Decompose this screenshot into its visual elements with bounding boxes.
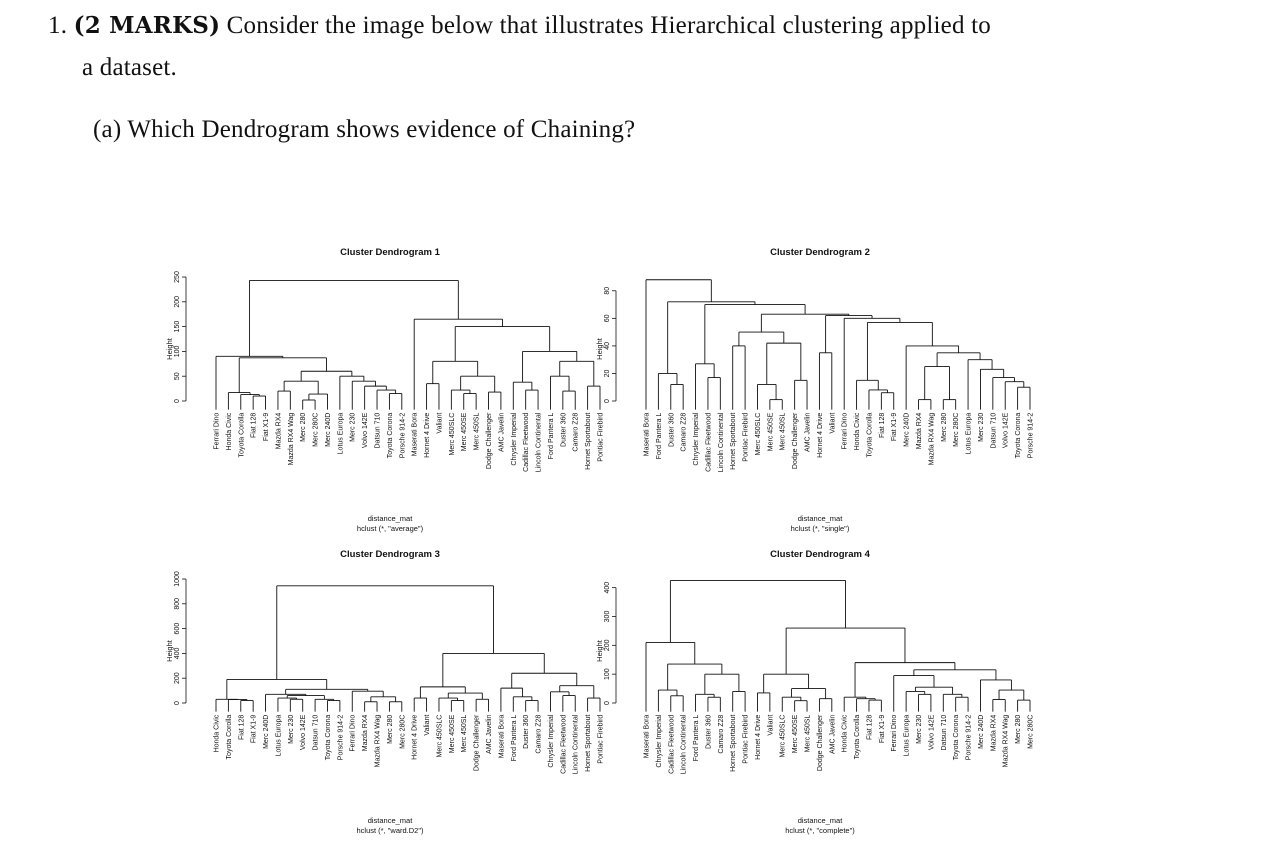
leaf-label: Hornet Sportabout: [585, 412, 593, 470]
y-tick-label: 0: [604, 399, 611, 403]
leaf-label: Mazda RX4: [275, 412, 283, 450]
leaf-label: Cadillac Fleetwood: [705, 412, 713, 472]
leaf-label: Mazda RX4: [916, 412, 924, 450]
leaf-label: Toyota Corolla: [238, 412, 246, 458]
leaf-label: Cadillac Fleetwood: [523, 412, 531, 472]
x-axis-label: distance_mat: [367, 816, 413, 825]
leaf-label: Hornet Sportabout: [730, 412, 738, 470]
chart-title: Cluster Dendrogram 3: [340, 549, 440, 560]
leaf-label: Fiat 128: [878, 412, 886, 438]
leaf-label: Volvo 142E: [300, 714, 308, 751]
leaf-label: Honda Civic: [225, 412, 233, 451]
leaf-label: Ferrari Dino: [841, 412, 849, 450]
leaf-label: Lotus Europa: [337, 412, 345, 455]
leaf-label: Merc 230: [916, 714, 924, 744]
leaf-label: Merc 450SLC: [779, 714, 787, 758]
leaf-label: Toyota Corolla: [854, 714, 862, 760]
dendrogram-panel-4: [590, 546, 1050, 846]
leaf-label: Hornet 4 Drive: [411, 714, 419, 760]
leaf-label: Merc 450SE: [448, 714, 456, 754]
y-tick-label: 300: [604, 610, 611, 623]
leaf-label: Hornet 4 Drive: [816, 412, 824, 458]
leaf-label: Valiant: [829, 412, 837, 434]
leaf-label: Toyota Corona: [953, 714, 961, 761]
leaf-label: Merc 450SL: [473, 412, 481, 451]
leaf-label: Merc 450SL: [461, 714, 469, 753]
leaf-label: Camaro Z28: [717, 714, 725, 754]
y-tick-label: 0: [604, 701, 611, 705]
leaf-label: Merc 280: [940, 412, 948, 442]
leaf-label: Porsche 914-2: [1027, 412, 1035, 459]
y-tick-label: 60: [604, 314, 611, 323]
y-tick-label: 200: [174, 295, 181, 308]
leaf-label: Toyota Corona: [1015, 412, 1023, 459]
y-axis-label: Height: [595, 338, 604, 360]
leaf-label: Camaro Z28: [680, 412, 688, 452]
question-line-2: a dataset.: [82, 54, 178, 81]
leaf-label: AMC Javelin: [498, 412, 506, 452]
y-tick-label: 1000: [174, 571, 181, 587]
leaf-label: Porsche 914-2: [399, 412, 407, 459]
leaf-label: Merc 450SL: [804, 714, 812, 753]
leaf-label: Duster 360: [560, 412, 568, 447]
part-text: Which Dendrogram shows evidence of Chaining?: [127, 116, 636, 143]
leaf-label: Dodge Challenger: [792, 412, 800, 470]
leaf-label: Fiat 128: [250, 412, 258, 438]
leaf-label: Merc 450SLC: [754, 412, 762, 456]
leaf-label: Valiant: [436, 412, 444, 434]
chart-subtitle: hclust (*, "ward.D2"): [356, 826, 424, 835]
leaf-label: Chrysler Imperial: [693, 412, 701, 466]
leaf-label: Pontiac Firebird: [597, 412, 605, 462]
leaf-label: Merc 280C: [1027, 714, 1035, 749]
leaf-label: Lincoln Continental: [535, 412, 543, 473]
leaf-label: Honda Civic: [213, 714, 221, 753]
chart-subtitle: hclust (*, "complete"): [785, 826, 855, 835]
chart-title: Cluster Dendrogram 1: [340, 247, 440, 258]
leaf-label: Volvo 142E: [928, 714, 936, 751]
y-tick-label: 200: [604, 639, 611, 652]
leaf-label: Merc 240D: [977, 714, 985, 749]
dendrogram-2: [590, 244, 1050, 544]
leaf-label: Merc 230: [349, 412, 357, 442]
dendrogram-3: [160, 546, 620, 846]
question-marks: (2 MARKS): [73, 12, 221, 39]
y-tick-label: 80: [604, 286, 611, 295]
leaf-label: Toyota Corolla: [225, 714, 233, 760]
leaf-label: Datsun 710: [374, 412, 382, 449]
leaf-label: Porsche 914-2: [337, 714, 345, 761]
leaf-label: Merc 280: [300, 412, 308, 442]
y-tick-label: 0: [174, 399, 181, 403]
leaf-label: Toyota Corona: [386, 412, 394, 459]
leaf-label: Ferrari Dino: [891, 714, 899, 752]
leaf-label: Lotus Europa: [903, 714, 911, 757]
leaf-label: Pontiac Firebird: [742, 714, 750, 764]
y-tick-label: 400: [174, 647, 181, 660]
leaf-label: Maserati Bora: [643, 412, 651, 457]
leaf-label: Mazda RX4 Wag: [928, 412, 936, 466]
y-tick-label: 100: [604, 668, 611, 681]
leaf-label: Maserati Bora: [643, 714, 651, 759]
question-line-1: [48, 12, 991, 40]
leaf-label: Fiat 128: [866, 714, 874, 740]
leaf-label: Volvo 142E: [362, 412, 370, 449]
leaf-label: Lotus Europa: [275, 714, 283, 757]
y-tick-label: 50: [174, 372, 181, 381]
leaf-label: AMC Javelin: [829, 714, 837, 754]
leaf-label: Lincoln Continental: [717, 412, 725, 473]
leaf-label: Mazda RX4: [362, 714, 370, 752]
leaf-label: Lincoln Continental: [680, 714, 688, 775]
chart-title: Cluster Dendrogram 2: [770, 247, 870, 258]
leaf-label: Mazda RX4 Wag: [287, 412, 295, 466]
leaf-label: Duster 360: [523, 714, 531, 749]
leaf-label: Merc 450SE: [767, 412, 775, 452]
leaf-label: Chrysler Imperial: [510, 412, 518, 466]
leaf-label: Datsun 710: [990, 412, 998, 449]
leaf-label: Valiant: [767, 714, 775, 736]
leaf-label: Merc 450SL: [779, 412, 787, 451]
leaf-label: Duster 360: [668, 412, 676, 447]
chart-subtitle: hclust (*, "single"): [790, 524, 850, 533]
leaf-label: Mazda RX4 Wag: [1002, 714, 1010, 768]
leaf-label: Ford Pantera L: [693, 714, 701, 762]
leaf-label: Porsche 914-2: [965, 714, 973, 761]
leaf-label: Merc 230: [977, 412, 985, 442]
question-number: 1.: [48, 12, 68, 39]
leaf-label: Merc 280C: [399, 714, 407, 749]
y-axis-label: Height: [595, 640, 604, 662]
chart-title: Cluster Dendrogram 4: [770, 549, 870, 560]
y-tick-label: 20: [604, 369, 611, 378]
leaf-label: Valiant: [424, 714, 432, 736]
leaf-label: Hornet 4 Drive: [424, 412, 432, 458]
leaf-label: Merc 450SE: [461, 412, 469, 452]
leaf-label: Camaro Z28: [572, 412, 580, 452]
leaf-label: Hornet Sportabout: [730, 714, 738, 772]
dendrogram-panel-2: [590, 244, 1050, 544]
leaf-label: Datsun 710: [312, 714, 320, 751]
leaf-label: Datsun 710: [940, 714, 948, 751]
leaf-label: Merc 280C: [312, 412, 320, 447]
leaf-label: Fiat X1-9: [878, 714, 886, 744]
leaf-label: Cadillac Fleetwood: [668, 714, 676, 774]
leaf-label: Merc 230: [287, 714, 295, 744]
y-tick-label: 200: [174, 672, 181, 685]
x-axis-label: distance_mat: [797, 816, 843, 825]
leaf-label: Maserati Bora: [498, 714, 506, 759]
leaf-label: Hornet 4 Drive: [754, 714, 762, 760]
leaf-label: Merc 450SE: [792, 714, 800, 754]
y-tick-label: 150: [174, 320, 181, 333]
leaf-label: Lincoln Continental: [572, 714, 580, 775]
dendrogram-1: [160, 244, 620, 544]
x-axis-label: distance_mat: [797, 514, 843, 523]
leaf-label: Fiat X1-9: [891, 412, 899, 442]
leaf-label: Dodge Challenger: [816, 714, 824, 772]
leaf-label: Maserati Bora: [411, 412, 419, 457]
leaf-label: Ferrari Dino: [213, 412, 221, 450]
chart-subtitle: hclust (*, "average"): [356, 524, 424, 533]
part-label: (a): [93, 116, 122, 143]
question-text-line-1: Consider the image below that illustrates Hierarchical clustering applied to: [226, 12, 991, 39]
leaf-label: Honda Civic: [854, 412, 862, 451]
y-tick-label: 600: [174, 622, 181, 635]
dendrogram-panel-1: [160, 244, 620, 544]
leaf-label: AMC Javelin: [804, 412, 812, 452]
leaf-label: Chrysler Imperial: [547, 714, 555, 768]
leaf-label: Volvo 142E: [1002, 412, 1010, 449]
y-axis-label: Height: [165, 338, 174, 360]
leaf-label: Hornet Sportabout: [585, 714, 593, 772]
leaf-label: Mazda RX4: [990, 714, 998, 752]
y-tick-label: 400: [604, 581, 611, 594]
question-part-a: [93, 116, 635, 144]
leaf-label: Merc 450SLC: [436, 714, 444, 758]
leaf-label: Lotus Europa: [965, 412, 973, 455]
leaf-label: Fiat 128: [238, 714, 246, 740]
leaf-label: AMC Javelin: [486, 714, 494, 754]
leaf-label: Honda Civic: [841, 714, 849, 753]
y-tick-label: 0: [174, 701, 181, 705]
leaf-label: Merc 280: [1015, 714, 1023, 744]
leaf-label: Ford Pantera L: [510, 714, 518, 762]
leaf-label: Merc 280: [386, 714, 394, 744]
leaf-label: Ferrari Dino: [349, 714, 357, 752]
leaf-label: Toyota Corona: [324, 714, 332, 761]
leaf-label: Pontiac Firebird: [597, 714, 605, 764]
x-axis-label: distance_mat: [367, 514, 413, 523]
leaf-label: Cadillac Fleetwood: [560, 714, 568, 774]
leaf-label: Merc 240D: [263, 714, 271, 749]
leaf-label: Ford Pantera L: [655, 412, 663, 460]
leaf-label: Chrysler Imperial: [655, 714, 663, 768]
leaf-label: Mazda RX4 Wag: [374, 714, 382, 768]
leaf-label: Merc 450SLC: [448, 412, 456, 456]
leaf-label: Merc 240D: [324, 412, 332, 447]
leaf-label: Camaro Z28: [535, 714, 543, 754]
y-tick-label: 100: [174, 345, 181, 358]
leaf-label: Pontiac Firebird: [742, 412, 750, 462]
leaf-label: Ford Pantera L: [547, 412, 555, 460]
y-tick-label: 250: [174, 271, 181, 283]
leaf-label: Merc 280C: [953, 412, 961, 447]
leaf-label: Toyota Corolla: [866, 412, 874, 458]
leaf-label: Fiat X1-9: [263, 412, 271, 442]
dendrogram-4: [590, 546, 1050, 846]
leaf-label: Duster 360: [705, 714, 713, 749]
leaf-label: Dodge Challenger: [486, 412, 494, 470]
leaf-label: Merc 240D: [903, 412, 911, 447]
leaf-label: Dodge Challenger: [473, 714, 481, 772]
y-tick-label: 40: [604, 341, 611, 350]
y-axis-label: Height: [165, 640, 174, 662]
y-tick-label: 800: [174, 597, 181, 610]
dendrogram-panel-3: [160, 546, 620, 846]
leaf-label: Fiat X1-9: [250, 714, 258, 744]
